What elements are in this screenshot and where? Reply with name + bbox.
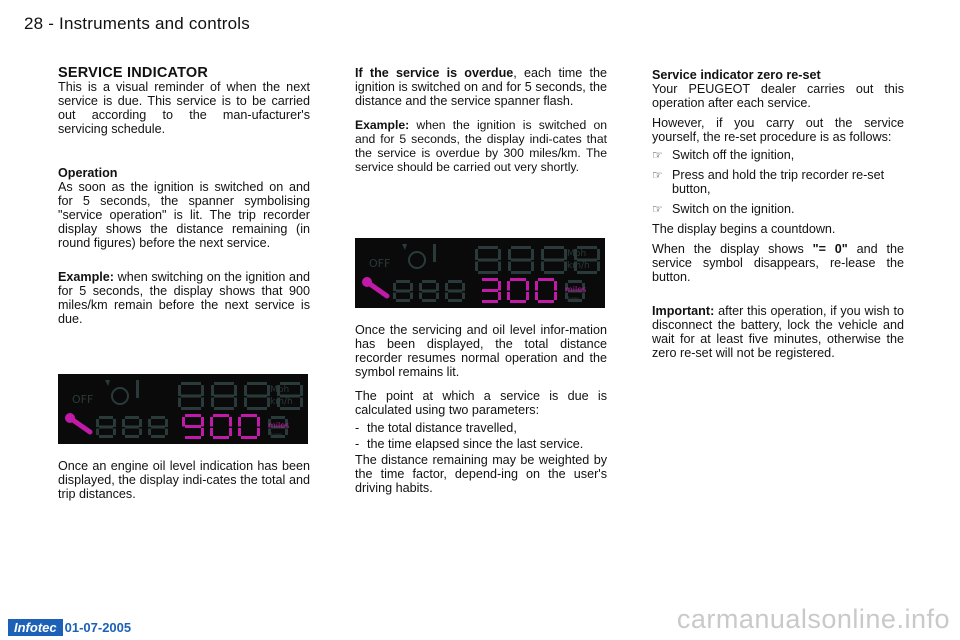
release-paragraph bbox=[652, 242, 904, 284]
digit-value bbox=[210, 414, 232, 439]
digit-bottom bbox=[393, 280, 413, 302]
overdue-paragraph bbox=[355, 66, 607, 108]
digit-bottom bbox=[148, 416, 168, 438]
digit-bottom bbox=[445, 280, 465, 302]
unit-miles: miles bbox=[565, 285, 587, 294]
bar-icon bbox=[433, 244, 436, 262]
digit-value bbox=[182, 414, 204, 439]
overdue-example-label: Example: bbox=[355, 118, 410, 132]
unit-mph: Mph bbox=[567, 249, 587, 259]
overdue-example-paragraph bbox=[355, 118, 607, 174]
digit-top bbox=[541, 246, 567, 274]
dealer-paragraph: Your PEUGEOT dealer carries out this operation after each service. bbox=[652, 82, 904, 110]
digit-value bbox=[535, 278, 557, 303]
release-post: and the service symbol disappears, re-lease the button. bbox=[652, 242, 904, 284]
footer-date: 01-07-2005 bbox=[64, 619, 132, 635]
pointing-hand-icon: ☞ bbox=[652, 168, 663, 182]
footer bbox=[8, 618, 131, 636]
page-header: 28 - Instruments and controls bbox=[24, 14, 250, 33]
section-heading: SERVICE INDICATOR bbox=[58, 65, 209, 81]
gauge-icon bbox=[112, 388, 128, 404]
digit-top bbox=[178, 382, 204, 410]
example-text: when switching on the ignition and for 5 seconds, the display shows that 900 miles/km remain before the next service is due. bbox=[58, 270, 310, 326]
procedure-paragraph: However, if you carry out the service yourself, the re-set procedure is as follows: bbox=[652, 116, 904, 144]
servicing-done-paragraph: Once the servicing and oil level infor-mation has been displayed, the total distance recorder resumes normal operation and the symbol remains lit. bbox=[355, 323, 607, 379]
digit-value bbox=[507, 278, 529, 303]
digit-top bbox=[244, 382, 270, 410]
operation-heading: Operation bbox=[58, 166, 118, 180]
example-label: Example: bbox=[58, 270, 114, 284]
digit-bottom bbox=[96, 416, 116, 438]
display-panel-300 bbox=[355, 238, 605, 308]
digit-bottom bbox=[122, 416, 142, 438]
example-paragraph bbox=[58, 270, 310, 326]
list-item bbox=[652, 168, 904, 196]
unit-kmh: km/h bbox=[270, 397, 293, 407]
zero-reset-heading: Service indicator zero re-set bbox=[652, 68, 821, 82]
marker-icon bbox=[402, 244, 407, 250]
column-overdue bbox=[355, 66, 607, 174]
column-service-indicator-bottom bbox=[58, 459, 310, 501]
digit-top bbox=[475, 246, 501, 274]
off-label: OFF bbox=[72, 393, 94, 406]
off-label: OFF bbox=[369, 257, 391, 270]
digit-bottom bbox=[419, 280, 439, 302]
countdown-paragraph: The display begins a countdown. bbox=[652, 222, 836, 236]
intro-paragraph: This is a visual reminder of when the next service is due. This service is to be carried out according to the man-ufacturer's servicing schedule. bbox=[58, 80, 310, 136]
brand-logo: Infotec bbox=[8, 619, 63, 636]
important-label: Important: bbox=[652, 304, 715, 318]
spanner-icon bbox=[65, 413, 90, 432]
unit-mph: Mph bbox=[270, 385, 290, 395]
list-item bbox=[652, 148, 904, 162]
unit-km: km bbox=[567, 295, 580, 304]
digit-top bbox=[508, 246, 534, 274]
bar-icon bbox=[136, 380, 139, 398]
step-text: Press and hold the trip recorder re-set button, bbox=[672, 168, 885, 196]
list-item: - the time elapsed since the last service. bbox=[355, 437, 607, 451]
unit-miles: miles bbox=[268, 421, 290, 430]
list-item: - the total distance travelled, bbox=[355, 421, 607, 435]
column-service-indicator bbox=[58, 66, 310, 326]
after-panel-paragraph: Once an engine oil level indication has been displayed, the display indi-cates the total and trip distances. bbox=[58, 459, 310, 501]
digit-top bbox=[211, 382, 237, 410]
unit-km: km bbox=[270, 431, 283, 440]
gauge-icon bbox=[409, 252, 425, 268]
digit-value bbox=[238, 414, 260, 439]
operation-paragraph: As soon as the ignition is switched on and for 5 seconds, the spanner symbolising "service operation" is lit. The trip recorder display shows the distance remaining (in round figures) before the next service. bbox=[58, 180, 310, 250]
overdue-text: , each time the ignition is switched on and for 5 seconds, the distance and the service spanner flash. bbox=[355, 66, 607, 108]
step-text: Switch on the ignition. bbox=[672, 202, 795, 216]
list-item bbox=[652, 202, 904, 216]
release-pre: When the display shows bbox=[652, 242, 813, 256]
unit-kmh: km/h bbox=[567, 261, 590, 271]
digit-value bbox=[482, 278, 501, 303]
pointing-hand-icon: ☞ bbox=[652, 202, 663, 216]
weighted-paragraph: The distance remaining may be weighted by the time factor, depend-ing on the user's driving habits. bbox=[355, 453, 607, 495]
parameter-list bbox=[355, 421, 607, 451]
spanner-icon bbox=[362, 277, 387, 296]
zero-value: "= 0" bbox=[812, 242, 848, 256]
pointing-hand-icon: ☞ bbox=[652, 148, 663, 162]
overdue-label: If the service is overdue bbox=[355, 66, 514, 80]
step-text: Switch off the ignition, bbox=[672, 148, 795, 162]
important-paragraph bbox=[652, 304, 904, 360]
calc-intro-paragraph: The point at which a service is due is calculated using two parameters: bbox=[355, 389, 607, 417]
watermark: carmanualsonline.info bbox=[676, 604, 950, 634]
column-zero-reset bbox=[652, 68, 904, 360]
marker-icon bbox=[105, 380, 110, 386]
column-overdue-bottom bbox=[355, 323, 607, 495]
overdue-example-text: when the ignition is switched on and for 5 seconds, the display indi-cates that the service is overdue by 300 miles/km. The service should be carried out very shortly. bbox=[355, 118, 607, 174]
display-panel-900 bbox=[58, 374, 308, 444]
important-text: after this operation, if you wish to disconnect the battery, lock the vehicle and wait for at least five minutes, otherwise the zero re-set will not be registered. bbox=[652, 304, 904, 360]
procedure-steps bbox=[652, 148, 904, 216]
